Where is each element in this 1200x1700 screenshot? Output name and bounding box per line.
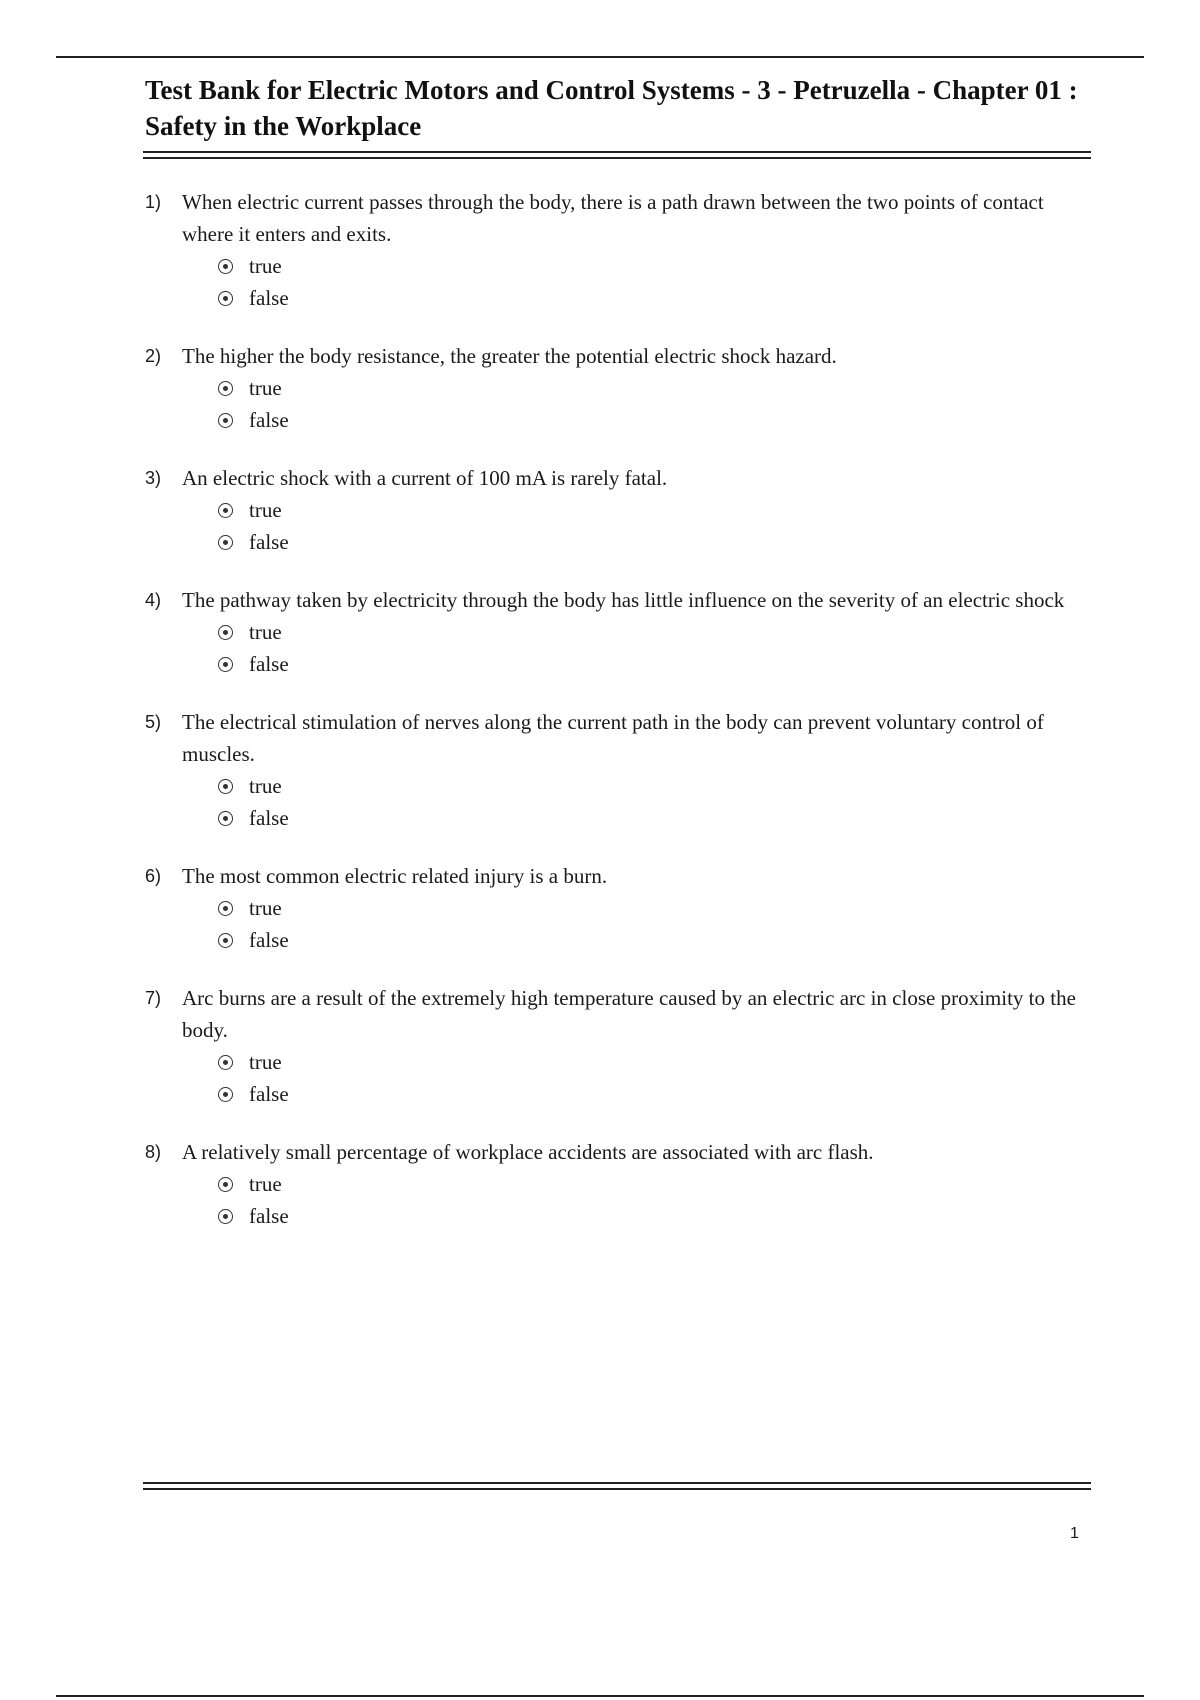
footer-double-rule (143, 1482, 1091, 1492)
option-true[interactable] (218, 1168, 1085, 1200)
bottom-border-line (56, 1695, 1144, 1697)
radio-icon[interactable] (218, 381, 233, 396)
option-label: true (249, 253, 282, 278)
question-text: Arc burns are a result of the extremely high temperature caused by an electric arc in close proximity to the body. (182, 986, 1076, 1042)
question-text: A relatively small percentage of workplace accidents are associated with arc flash. (182, 1140, 874, 1164)
radio-icon[interactable] (218, 413, 233, 428)
option-false[interactable] (218, 802, 1085, 834)
option-true[interactable] (218, 616, 1085, 648)
question-text: The electrical stimulation of nerves along the current path in the body can prevent voluntary control of muscles. (182, 710, 1044, 766)
option-label: false (249, 805, 289, 830)
question-text: An electric shock with a current of 100 mA is rarely fatal. (182, 466, 668, 490)
radio-icon[interactable] (218, 625, 233, 640)
question-text: The most common electric related injury is a burn. (182, 864, 608, 888)
question-number: 4) (145, 590, 162, 610)
radio-icon[interactable] (218, 291, 233, 306)
option-label: false (249, 1081, 289, 1106)
option-false[interactable] (218, 648, 1085, 680)
option-label: true (249, 1049, 282, 1074)
radio-icon[interactable] (218, 657, 233, 672)
question-number: 7) (145, 988, 162, 1008)
option-false[interactable] (218, 404, 1085, 436)
question-number: 1) (145, 192, 162, 212)
radio-icon[interactable] (218, 1087, 233, 1102)
document-title: Test Bank for Electric Motors and Control Systems - 3 - Petruzella - Chapter 01 : Safety in the Workplace (145, 75, 1078, 141)
option-true[interactable] (218, 770, 1085, 802)
question-number: 5) (145, 712, 162, 732)
option-true[interactable] (218, 372, 1085, 404)
question-number: 6) (145, 866, 162, 886)
option-label: false (249, 1203, 289, 1228)
radio-icon[interactable] (218, 1055, 233, 1070)
question-text: When electric current passes through the body, there is a path drawn between the two points of contact where it enters and exits. (182, 190, 1044, 246)
question-6 (145, 860, 1085, 956)
radio-icon[interactable] (218, 779, 233, 794)
question-1 (145, 186, 1085, 314)
question-7 (145, 982, 1085, 1110)
question-8 (145, 1136, 1085, 1232)
option-label: true (249, 619, 282, 644)
radio-icon[interactable] (218, 933, 233, 948)
option-false[interactable] (218, 1200, 1085, 1232)
option-label: true (249, 895, 282, 920)
option-label: true (249, 497, 282, 522)
option-false[interactable] (218, 282, 1085, 314)
question-number: 8) (145, 1142, 162, 1162)
page-number: 1 (1070, 1525, 1079, 1542)
radio-icon[interactable] (218, 535, 233, 550)
question-number: 2) (145, 346, 162, 366)
question-5 (145, 706, 1085, 834)
option-false[interactable] (218, 526, 1085, 558)
option-true[interactable] (218, 1046, 1085, 1078)
radio-icon[interactable] (218, 1177, 233, 1192)
radio-icon[interactable] (218, 259, 233, 274)
option-label: false (249, 529, 289, 554)
top-border-line (56, 56, 1144, 58)
option-label: false (249, 407, 289, 432)
option-false[interactable] (218, 1078, 1085, 1110)
option-label: false (249, 651, 289, 676)
radio-icon[interactable] (218, 811, 233, 826)
option-label: true (249, 773, 282, 798)
option-label: true (249, 1171, 282, 1196)
option-true[interactable] (218, 494, 1085, 526)
radio-icon[interactable] (218, 503, 233, 518)
option-label: false (249, 927, 289, 952)
option-true[interactable] (218, 250, 1085, 282)
question-number: 3) (145, 468, 162, 488)
question-2 (145, 340, 1085, 436)
question-text: The pathway taken by electricity through the body has little influence on the severity of an electric shock (182, 588, 1065, 612)
question-4 (145, 584, 1085, 680)
header-double-rule (143, 151, 1091, 161)
option-label: true (249, 375, 282, 400)
radio-icon[interactable] (218, 1209, 233, 1224)
option-true[interactable] (218, 892, 1085, 924)
option-false[interactable] (218, 924, 1085, 956)
radio-icon[interactable] (218, 901, 233, 916)
option-label: false (249, 285, 289, 310)
question-list (145, 186, 1085, 1258)
question-3 (145, 462, 1085, 558)
question-text: The higher the body resistance, the greater the potential electric shock hazard. (182, 344, 837, 368)
